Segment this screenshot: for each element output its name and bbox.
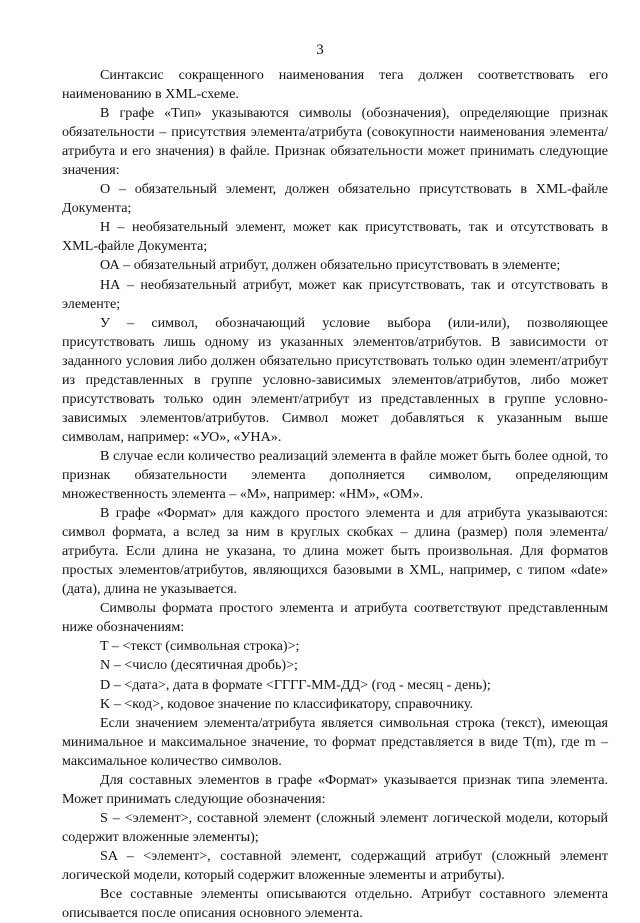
document-body (62, 66, 608, 923)
paragraph-11: T – <текст (символьная строка)>; (100, 638, 300, 655)
page-number: 3 (316, 42, 324, 58)
paragraph-7: У – символ, обозначающий условие выбора (или-или), позволяющее присутствовать лишь одному из указанных элементов/атрибутов. В зависимости от заданного условия либо должен обязательно присутствовать только один элемент/атрибут из представленных в группе условно-зависимых элементов/атрибутов, либо может присутствовать только один элемент/атрибут из представленных в группе условно-зависимых элементов/атрибутов. Символ может добавляться к указанным выше символам, например: «УО», «УНА». (62, 314, 608, 445)
paragraph-19: Все составные элементы описываются отдельно. Атрибут составного элемента описывается после описания основного элемента. (62, 886, 608, 922)
paragraph-17: S – <элемент>, составной элемент (сложный элемент логической модели, который содержит вложенные элементы); (62, 809, 608, 845)
paragraph-12: N – <число (десятичная дробь)>; (100, 657, 298, 674)
paragraph-13: D – <дата>, дата в формате <ГГГГ-ММ-ДД> (год - месяц - день); (100, 676, 491, 693)
paragraph-10: Символы формата простого элемента и атрибута соответствуют представленным ниже обозначениям: (62, 600, 608, 636)
paragraph-15: Если значением элемента/атрибута является символьная строка (текст), имеющая минимальное и максимальное значение, то формат представляется в виде T(m), где m – максимальное количество символов. (62, 714, 608, 769)
paragraph-16: Для составных элементов в графе «Формат» указывается признак типа элемента. Может принимать следующие обозначения: (62, 771, 608, 807)
paragraph-3: О – обязательный элемент, должен обязательно присутствовать в XML-файле Документа; (62, 181, 608, 217)
paragraph-4: Н – необязательный элемент, может как присутствовать, так и отсутствовать в XML-файле Документа; (62, 219, 608, 255)
paragraph-5: ОА – обязательный атрибут, должен обязательно присутствовать в элементе; (100, 257, 561, 274)
paragraph-8: В случае если количество реализаций элемента в файле может быть более одной, то признак обязательности элемента дополняется символом, определяющим множественность элемента – «М», например: «НМ», «ОМ». (62, 447, 608, 503)
paragraph-9: В графе «Формат» для каждого простого элемента и для атрибута указываются: символ формата, а вслед за ним в круглых скобках – длина (размер) поля элемента/атрибута. Если длина не указана, то длина может быть произвольная. Для форматов простых элементов/атрибутов, являющихся базовыми в XML, например, с типом «date» (дата), длина не указывается. (62, 505, 608, 598)
paragraph-6: НА – необязательный атрибут, может как присутствовать, так и отсутствовать в элементе; (62, 276, 608, 312)
paragraph-14: K – <код>, кодовое значение по классификатору, справочнику. (100, 695, 474, 712)
paragraph-18: SA – <элемент>, составной элемент, содержащий атрибут (сложный элемент логической модели, который содержит вложенные элементы и атрибуты). (62, 847, 608, 883)
paragraph-1: Синтаксис сокращенного наименования тега должен соответствовать его наименованию в XML-схеме. (62, 67, 608, 103)
paragraph-2: В графе «Тип» указываются символы (обозначения), определяющие признак обязательности – присутствия элемента/атрибута (совокупности наименования элемента/атрибута и его значения) в файле. Признак обязательности может принимать следующие значения: (62, 105, 608, 179)
